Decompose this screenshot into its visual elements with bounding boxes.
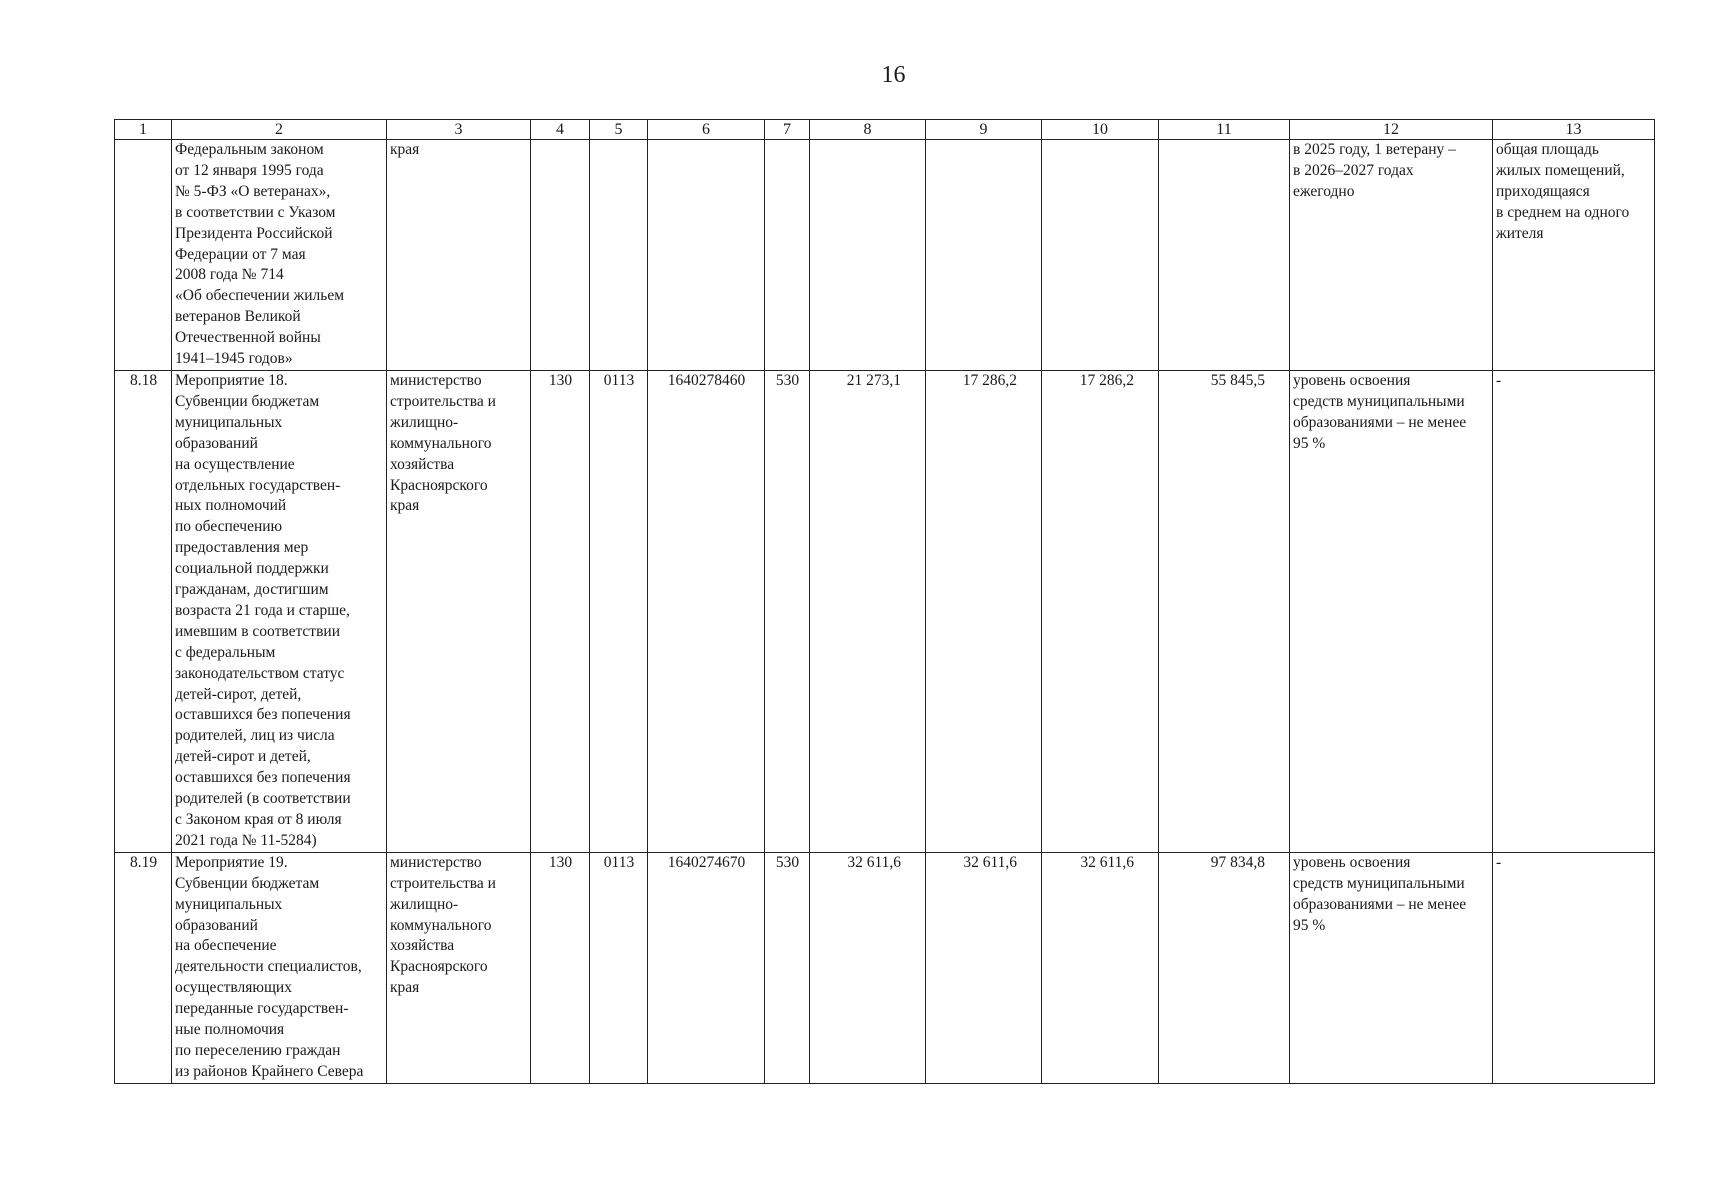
program-activities-table xyxy=(114,119,1655,1084)
cell-amount-10 xyxy=(1042,140,1159,371)
col-header-11: 11 xyxy=(1159,120,1290,140)
cell-responsible-body: края xyxy=(387,140,531,371)
cell-amount-9: 32 611,6 xyxy=(926,852,1042,1083)
cell-responsible-body: министерство строительства и жилищно- коммунального хозяйства Красноярского края xyxy=(387,852,531,1083)
cell-code-5: 0113 xyxy=(590,852,648,1083)
page-number: 16 xyxy=(881,62,906,88)
cell-code-7 xyxy=(765,140,810,371)
cell-amount-11 xyxy=(1159,140,1290,371)
col-header-8: 8 xyxy=(810,120,926,140)
cell-indicator: - xyxy=(1493,370,1655,852)
cell-code-6: 1640274670 xyxy=(648,852,765,1083)
cell-amount-10: 32 611,6 xyxy=(1042,852,1159,1083)
cell-responsible-body: министерство строительства и жилищно- коммунального хозяйства Красноярского края xyxy=(387,370,531,852)
col-header-3: 3 xyxy=(387,120,531,140)
col-header-6: 6 xyxy=(648,120,765,140)
cell-code-4: 130 xyxy=(531,370,590,852)
cell-amount-9 xyxy=(926,140,1042,371)
cell-expected-result: уровень освоения средств муниципальными образованиями – не менее 95 % xyxy=(1290,852,1493,1083)
cell-item-number: 8.18 xyxy=(115,370,172,852)
cell-amount-8: 32 611,6 xyxy=(810,852,926,1083)
col-header-2: 2 xyxy=(172,120,387,140)
table-row xyxy=(115,370,1655,852)
col-header-5: 5 xyxy=(590,120,648,140)
cell-amount-11: 55 845,5 xyxy=(1159,370,1290,852)
cell-code-5: 0113 xyxy=(590,370,648,852)
column-number-row xyxy=(115,120,1655,140)
cell-activity-description: Мероприятие 19. Субвенции бюджетам муниципальных образований на обеспечение деятельности специалистов, осуществляющих переданные государствен- ные полномочия по переселению граждан из районов Крайнего Севера xyxy=(172,852,387,1083)
cell-code-4: 130 xyxy=(531,852,590,1083)
cell-code-7: 530 xyxy=(765,852,810,1083)
cell-expected-result: уровень освоения средств муниципальными образованиями – не менее 95 % xyxy=(1290,370,1493,852)
table-row xyxy=(115,852,1655,1083)
col-header-9: 9 xyxy=(926,120,1042,140)
table-row xyxy=(115,140,1655,371)
col-header-1: 1 xyxy=(115,120,172,140)
cell-item-number: 8.19 xyxy=(115,852,172,1083)
cell-indicator: - xyxy=(1493,852,1655,1083)
col-header-12: 12 xyxy=(1290,120,1493,140)
cell-amount-11: 97 834,8 xyxy=(1159,852,1290,1083)
cell-item-number xyxy=(115,140,172,371)
col-header-4: 4 xyxy=(531,120,590,140)
cell-code-4 xyxy=(531,140,590,371)
cell-code-6 xyxy=(648,140,765,371)
cell-amount-8: 21 273,1 xyxy=(810,370,926,852)
cell-activity-description: Мероприятие 18. Субвенции бюджетам муниципальных образований на осуществление отдельных государствен- ных полномочий по обеспечению предоставления мер социальной поддержки гражданам, достигшим возраста 21 года и старше, имевшим в соответствии с федеральным законодательством статус детей-сирот, детей, оставшихся без попечения родителей, лиц из числа детей-сирот и детей, оставшихся без попечения родителей (в соответствии с Законом края от 8 июля 2021 года № 11-5284) xyxy=(172,370,387,852)
cell-indicator: общая площадь жилых помещений, приходящаяся в среднем на одного жителя xyxy=(1493,140,1655,371)
cell-amount-8 xyxy=(810,140,926,371)
cell-expected-result: в 2025 году, 1 ветерану – в 2026–2027 годах ежегодно xyxy=(1290,140,1493,371)
cell-code-5 xyxy=(590,140,648,371)
cell-activity-description: Федеральным законом от 12 января 1995 года № 5-ФЗ «О ветеранах», в соответствии с Указом Президента Российской Федерации от 7 мая 2008 года № 714 «Об обеспечении жильем ветеранов Великой Отечественной войны 1941–1945 годов» xyxy=(172,140,387,371)
cell-amount-10: 17 286,2 xyxy=(1042,370,1159,852)
col-header-7: 7 xyxy=(765,120,810,140)
cell-code-7: 530 xyxy=(765,370,810,852)
cell-amount-9: 17 286,2 xyxy=(926,370,1042,852)
cell-code-6: 1640278460 xyxy=(648,370,765,852)
col-header-13: 13 xyxy=(1493,120,1655,140)
col-header-10: 10 xyxy=(1042,120,1159,140)
